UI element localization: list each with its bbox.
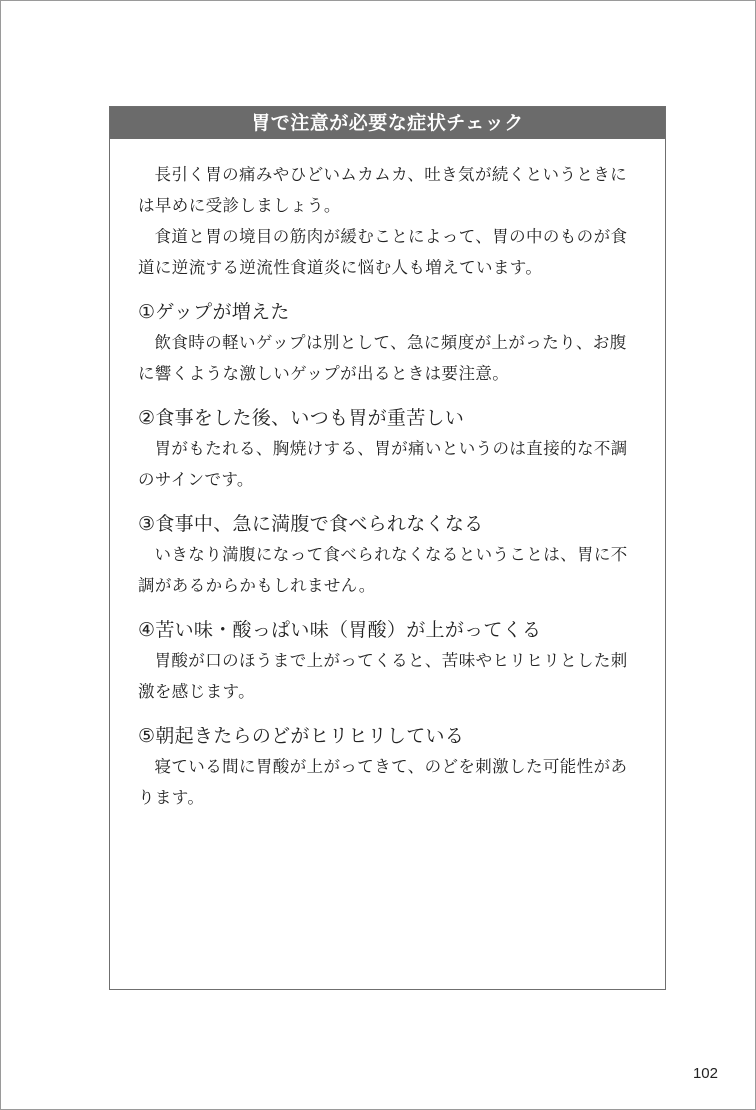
symptom-heading: ④苦い味・酸っぱい味（胃酸）が上がってくる [138, 619, 542, 641]
symptom-item-3 [138, 509, 637, 601]
symptom-item-2 [138, 403, 637, 495]
symptom-heading: ⑤朝起きたらのどがヒリヒリしている [138, 725, 465, 747]
intro-paragraph-2: 食道と胃の境目の筋肉が緩むことによって、胃の中のものが食道に逆流する逆流性食道炎に悩む人も増えています。 [138, 227, 628, 277]
page-number: 102 [692, 1065, 718, 1082]
intro-section [138, 159, 637, 283]
symptom-text: 胃がもたれる、胸焼けする、胃が痛いというのは直接的な不調のサインです。 [138, 439, 628, 489]
symptom-item-5 [138, 721, 637, 813]
symptom-text: いきなり満腹になって食べられなくなるということは、胃に不調があるからかもしれません。 [138, 545, 628, 595]
symptom-item-1 [138, 297, 637, 389]
symptom-item-4 [138, 615, 637, 707]
symptom-text: 寝ている間に胃酸が上がってきて、のどを刺激した可能性があります。 [138, 757, 628, 807]
symptom-heading: ③食事中、急に満腹で食べられなくなる [138, 513, 484, 535]
box-title: 胃で注意が必要な症状チェック [110, 107, 665, 139]
symptom-text: 飲食時の軽いゲップは別として、急に頻度が上がったり、お腹に響くような激しいゲップが出るときは要注意。 [138, 333, 627, 383]
symptom-text: 胃酸が口のほうまで上がってくると、苦味やヒリヒリとした刺激を感じます。 [138, 651, 628, 701]
box-body [110, 139, 665, 813]
symptom-check-box [109, 106, 666, 990]
intro-paragraph-1: 長引く胃の痛みやひどいムカムカ、吐き気が続くというときには早めに受診しましょう。 [138, 165, 628, 215]
symptom-heading: ②食事をした後、いつも胃が重苦しい [138, 407, 465, 429]
symptom-heading: ①ゲップが増えた [138, 301, 290, 323]
